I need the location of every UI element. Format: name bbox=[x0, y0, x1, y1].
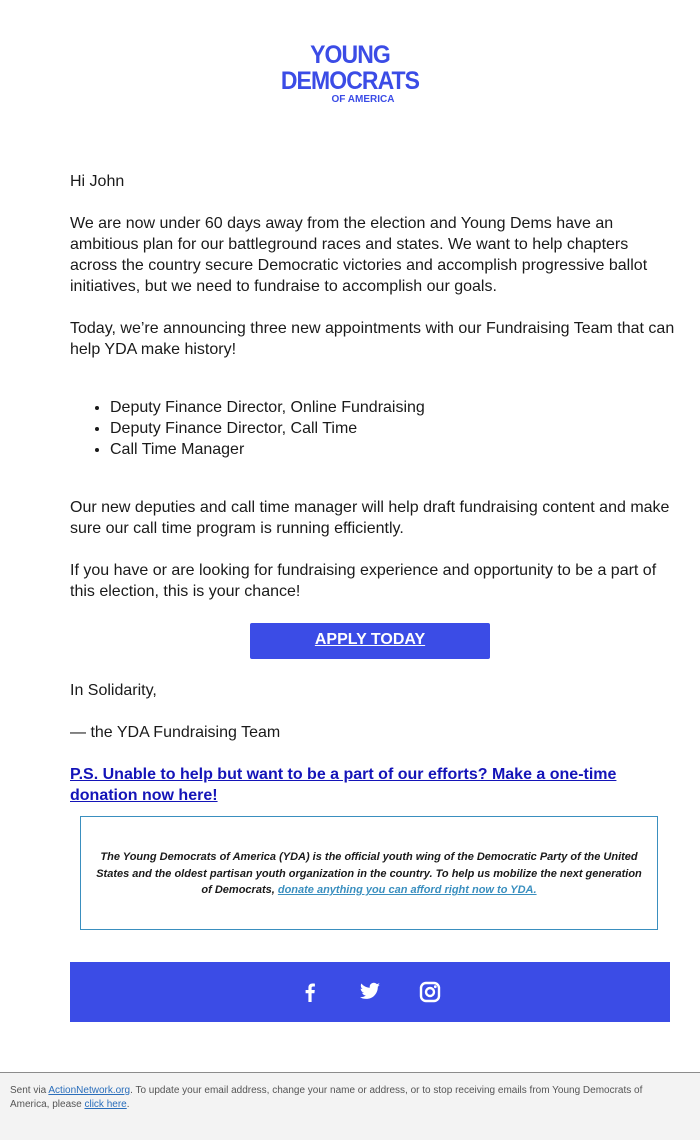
unsubscribe-link[interactable]: click here bbox=[84, 1099, 127, 1110]
actionnetwork-link[interactable]: ActionNetwork.org bbox=[48, 1085, 131, 1096]
footer-suffix: . bbox=[126, 1099, 130, 1110]
list-item: • Call Time Manager bbox=[110, 439, 425, 460]
facebook-icon[interactable] bbox=[298, 980, 322, 1004]
yda-logo bbox=[0, 42, 700, 106]
positions-list bbox=[70, 397, 425, 460]
closing: In Solidarity, bbox=[70, 682, 157, 699]
ps-donation-link[interactable]: P.S. Unable to help but want to be a part of our efforts? Make a one-time donation now here! bbox=[70, 766, 617, 804]
about-yda-box bbox=[80, 816, 658, 930]
logo-line-democrats: DEMOCRATS bbox=[280, 67, 420, 95]
list-item: • Deputy Finance Director, Call Time bbox=[110, 418, 425, 439]
footer-text bbox=[10, 1084, 670, 1112]
about-yda-text bbox=[91, 849, 647, 899]
donate-link[interactable]: donate anything you can afford right now to YDA. bbox=[277, 884, 537, 896]
list-item: • Deputy Finance Director, Online Fundraising bbox=[110, 397, 425, 418]
about-yda-description: The Young Democrats of America (YDA) is the official youth wing of the Democratic Party of the United States and the oldest partisan youth organization in the country. To help us mobilize the next generation of Democrats, bbox=[96, 851, 642, 896]
logo-line-young: YOUNG bbox=[310, 41, 390, 69]
paragraph-deputies: Our new deputies and call time manager will help draft fundraising content and make sure our call time program is running efficiently. bbox=[70, 499, 670, 537]
footer-prefix: Sent via bbox=[10, 1085, 47, 1096]
logo-line-of-america: OF AMERICA bbox=[331, 94, 395, 105]
social-bar bbox=[70, 962, 670, 1022]
paragraph-election-plan: We are now under 60 days away from the election and Young Dems have an ambitious plan for our battleground races and states. We want to help chapters across the country secure Democratic victories and accomplish progressive ballot initiatives, but we need to fundraise to accomplish our goals. bbox=[70, 215, 648, 295]
greeting: Hi John bbox=[70, 173, 125, 190]
instagram-icon[interactable] bbox=[418, 980, 442, 1004]
apply-today-button[interactable]: APPLY TODAY bbox=[250, 623, 490, 659]
signature: — the YDA Fundraising Team bbox=[70, 724, 281, 741]
paragraph-opportunity: If you have or are looking for fundraising experience and opportunity to be a part of this election, this is your chance! bbox=[70, 562, 657, 600]
footer-middle: . To update your email address, change your name or address, or to stop receiving emails from Young Democrats of America, please bbox=[10, 1085, 643, 1110]
twitter-icon[interactable] bbox=[358, 979, 382, 1003]
paragraph-announcement: Today, we’re announcing three new appointments with our Fundraising Team that can help YDA make history! bbox=[70, 320, 675, 358]
email-footer bbox=[0, 1073, 700, 1140]
